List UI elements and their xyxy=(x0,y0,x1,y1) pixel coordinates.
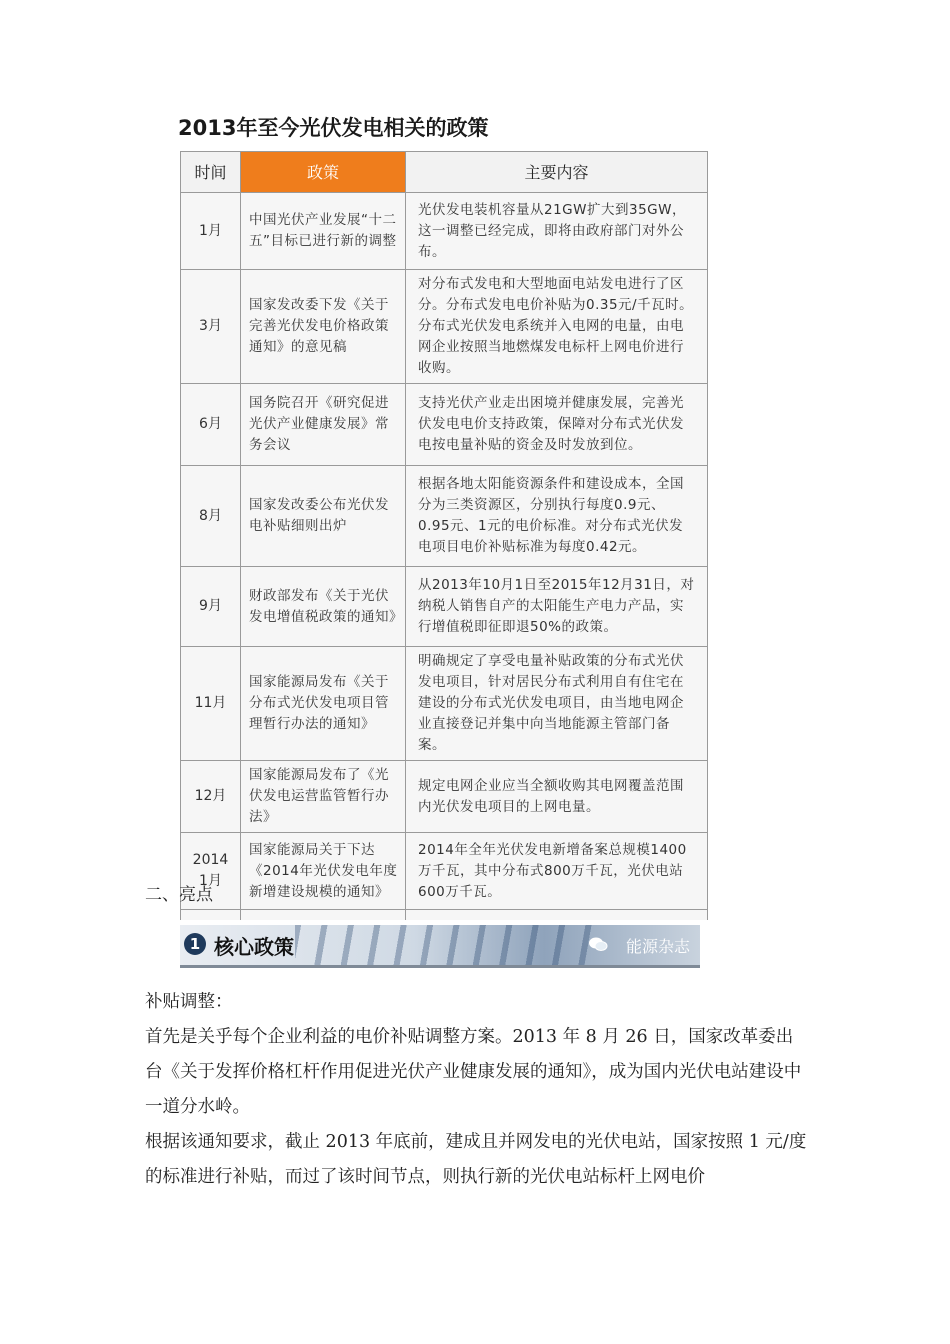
row-time: 6月 xyxy=(181,384,241,466)
table-row xyxy=(181,567,708,647)
table-row xyxy=(181,466,708,567)
row-content: 支持光伏产业走出困境并健康发展，完善光伏发电电价支持政策，保障对分布式光伏发电按电量补贴的资金及时发放到位。 xyxy=(406,384,708,466)
table-row xyxy=(181,384,708,466)
row-content: 从2013年10月1日至2015年12月31日，对纳税人销售自产的太阳能生产电力产品，实行增值税即征即退50%的政策。 xyxy=(406,567,708,647)
row-policy: 国家能源局发布了《光伏发电运营监管暂行办法》 xyxy=(241,761,406,833)
table-row xyxy=(181,647,708,761)
row-time xyxy=(181,910,241,921)
row-policy: 中国光伏产业发展“十二五”目标已进行新的调整 xyxy=(241,193,406,270)
row-policy: 国务院召开《研究促进光伏产业健康发展》常务会议 xyxy=(241,384,406,466)
wechat-icon xyxy=(588,936,608,952)
row-policy xyxy=(241,910,406,921)
row-time: 9月 xyxy=(181,567,241,647)
row-content: 光伏发电装机容量从21GW扩大到35GW，这一调整已经完成，即将由政府部门对外公布。 xyxy=(406,193,708,270)
banner-number-badge: 1 xyxy=(184,933,206,955)
row-policy: 财政部发布《关于光伏发电增值税政策的通知》 xyxy=(241,567,406,647)
header-content: 主要内容 xyxy=(406,152,708,193)
section-heading: 二、亮点 xyxy=(145,885,213,905)
row-time: 11月 xyxy=(181,647,241,761)
row-content: 明确规定了享受电量补贴政策的分布式光伏发电项目，针对居民分布式利用自有住宅在建设的分布式光伏发电项目，由当地电网企业直接登记并集中向当地能源主管部门备案。 xyxy=(406,647,708,761)
row-time: 2014 1月 xyxy=(181,833,241,910)
figure-title: 2013年至今光伏发电相关的政策 xyxy=(178,116,489,140)
paragraph: 根据该通知要求，截止 2013 年底前，建成且并网发电的光伏电站，国家按照 1 元/度的标准进行补贴，而过了该时间节点，则执行新的光伏电站标杆上网电价 xyxy=(145,1132,807,1187)
banner-source: 能源杂志 xyxy=(625,937,690,956)
paragraph: 首先是关乎每个企业利益的电价补贴调整方案。2013 年 8 月 26 日，国家改革委出台《关于发挥价格杠杆作用促进光伏产业健康发展的通知》，成为国内光伏电站建设中一道分水岭。 xyxy=(145,1027,802,1117)
row-time: 1月 xyxy=(181,193,241,270)
row-content xyxy=(406,910,708,921)
core-policy-banner xyxy=(180,925,700,968)
row-time: 12月 xyxy=(181,761,241,833)
row-policy: 国家发改委下发《关于完善光伏发电价格政策通知》的意见稿 xyxy=(241,270,406,384)
banner-title: 核心政策 xyxy=(214,935,294,959)
table-row xyxy=(181,761,708,833)
policy-table xyxy=(180,151,708,920)
policy-table-image xyxy=(176,148,716,920)
table-row xyxy=(181,270,708,384)
row-content: 根据各地太阳能资源条件和建设成本，全国分为三类资源区，分别执行每度0.9元、0.95元、1元的电价标准。对分布式光伏发电项目电价补贴标准为每度0.42元。 xyxy=(406,466,708,567)
paragraph: 补贴调整： xyxy=(145,992,233,1012)
header-time: 时间 xyxy=(181,152,241,193)
table-row xyxy=(181,910,708,921)
body-paragraphs xyxy=(145,985,807,1195)
header-policy: 政策 xyxy=(241,152,406,193)
row-content: 规定电网企业应当全额收购其电网覆盖范围内光伏发电项目的上网电量。 xyxy=(406,761,708,833)
row-policy: 国家发改委公布光伏发电补贴细则出炉 xyxy=(241,466,406,567)
row-content: 2014年全年光伏发电新增备案总规模1400万千瓦，其中分布式800万千瓦，光伏电站600万千瓦。 xyxy=(406,833,708,910)
table-row xyxy=(181,193,708,270)
row-content: 对分布式发电和大型地面电站发电进行了区分。分布式发电电价补贴为0.35元/千瓦时。分布式光伏发电系统并入电网的电量，由电网企业按照当地燃煤发电标杆上网电价进行收购。 xyxy=(406,270,708,384)
row-policy: 国家能源局发布《关于分布式光伏发电项目管理暂行办法的通知》 xyxy=(241,647,406,761)
row-time: 8月 xyxy=(181,466,241,567)
row-time: 3月 xyxy=(181,270,241,384)
table-header-row xyxy=(181,152,708,193)
banner-stripes xyxy=(295,925,595,965)
table-row xyxy=(181,833,708,910)
row-policy: 国家能源局关于下达《2014年光伏发电年度新增建设规模的通知》 xyxy=(241,833,406,910)
